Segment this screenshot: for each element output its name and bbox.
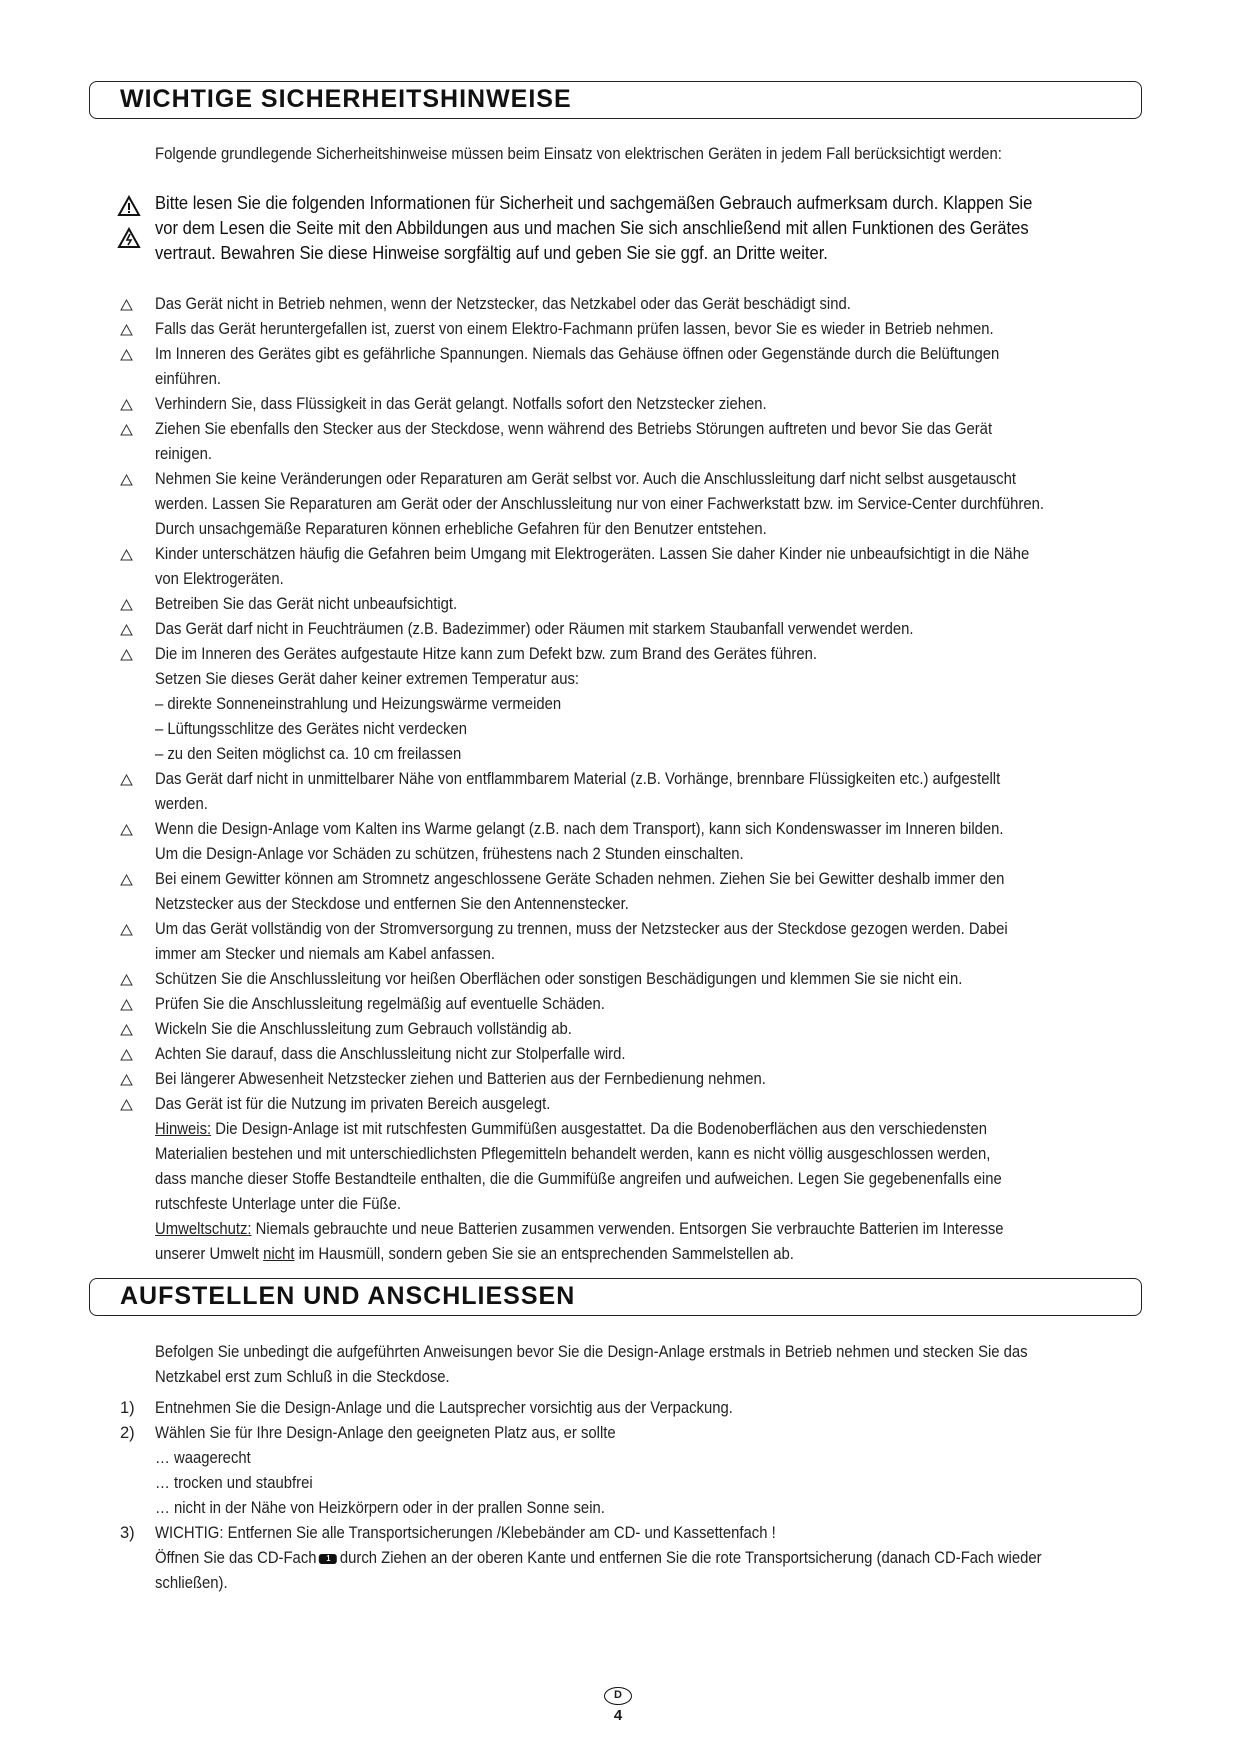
bullet-triangle-icon (120, 774, 133, 786)
setup-step (120, 1396, 1105, 1421)
bullet-text (155, 292, 1044, 317)
bullet-item (120, 1042, 1108, 1067)
bullet-line: Wenn die Design-Anlage vom Kalten ins Warme gelangt (z.B. nach dem Transport), kann sich Kondenswasser im Inneren bilden. (155, 820, 1004, 838)
bullet-triangle-icon (120, 324, 133, 336)
bullet-item (120, 817, 1108, 867)
bullet-text (155, 1017, 1044, 1042)
bullet-line: Das Gerät nicht in Betrieb nehmen, wenn der Netzstecker, das Netzkabel oder das Gerät beschädigt sind. (155, 295, 851, 313)
warning-paragraph (155, 191, 1032, 266)
bullet-item (120, 417, 1108, 467)
bullet-line: Kinder unterschätzen häufig die Gefahren beim Umgang mit Elektrogeräten. Lassen Sie daher Kinder nie unbeaufsichtigt in die Nähe (155, 545, 1030, 563)
bullet-line: werden. Lassen Sie Reparaturen am Gerät oder der Anschlussleitung nur von einer Fachwerkstatt bzw. im Service-Center durchführen. (155, 495, 1044, 513)
bullet-triangle-icon (120, 649, 133, 661)
bullet-line: Durch unsachgemäße Reparaturen können erhebliche Gefahren für den Benutzer entstehen. (155, 520, 767, 538)
bullet-text (155, 867, 1044, 917)
umwelt-text: Niemals gebrauchte und neue Batterien zusammen verwenden. Entsorgen Sie verbrauchte Batterien im Interesse (251, 1220, 1004, 1238)
cd-tray-icon (319, 1554, 337, 1564)
bullet-item (120, 867, 1108, 917)
step-line: … nicht in der Nähe von Heizkörpern oder in der prallen Sonne sein. (155, 1499, 605, 1517)
setup-intro-line: Netzkabel erst zum Schluß in die Steckdose. (155, 1368, 450, 1386)
step-number: 3) (120, 1524, 135, 1542)
bullet-triangle-icon (120, 1099, 133, 1111)
bullet-triangle-icon (120, 1024, 133, 1036)
step-text (155, 1421, 1042, 1521)
section-header-safety (89, 81, 1142, 119)
step-line: WICHTIG: Entfernen Sie alle Transportsicherungen /Klebebänder am CD- und Kassettenfach ! (155, 1524, 776, 1542)
setup-steps-list (120, 1396, 1105, 1596)
bullet-line: Falls das Gerät heruntergefallen ist, zuerst von einem Elektro-Fachmann prüfen lassen, bevor Sie es wieder in Betrieb nehmen. (155, 320, 994, 338)
bullet-line: Die im Inneren des Gerätes aufgestaute Hitze kann zum Defekt bzw. zum Brand des Gerätes führen. (155, 645, 817, 663)
bullet-line: einführen. (155, 370, 222, 388)
bullet-line: Um die Design-Anlage vor Schäden zu schützen, frühestens nach 2 Stunden einschalten. (155, 845, 744, 863)
bullet-item (120, 917, 1108, 967)
bullet-text (155, 992, 1044, 1017)
hinweis-line: Materialien bestehen und mit unterschiedlichsten Pflegemitteln behandelt werden, kann es nicht völlig ausgeschlossen werden, (155, 1145, 991, 1163)
section-title-safety: WICHTIGE SICHERHEITSHINWEISE (120, 85, 572, 113)
bullet-line: Wickeln Sie die Anschlussleitung zum Gebrauch vollständig ab. (155, 1020, 572, 1038)
bullet-triangle-icon (120, 399, 133, 411)
hinweis-line: rutschfeste Unterlage unter die Füße. (155, 1195, 401, 1213)
bullet-triangle-icon (120, 974, 133, 986)
step-text (155, 1521, 1042, 1596)
bullet-triangle-icon (120, 1074, 133, 1086)
bullet-text (155, 1042, 1044, 1067)
bullet-text (155, 642, 1044, 767)
umwelt-text: unserer Umwelt (155, 1245, 264, 1263)
bullet-text (155, 542, 1044, 592)
safety-intro: Folgende grundlegende Sicherheitshinweise müssen beim Einsatz von elektrischen Geräten in jedem Fall berücksichtigt werden: (155, 145, 1002, 163)
bullet-line: Nehmen Sie keine Veränderungen oder Reparaturen am Gerät selbst vor. Auch die Anschlussleitung darf nicht selbst ausgetauscht (155, 470, 1017, 488)
bullet-line: Ziehen Sie ebenfalls den Stecker aus der Steckdose, wenn während des Betriebs Störungen auftreten und bevor Sie das Gerät (155, 420, 993, 438)
bullet-text (155, 1092, 1044, 1267)
bullet-line: reinigen. (155, 445, 212, 463)
umwelt-line (155, 1217, 1044, 1242)
step-line: Entnehmen Sie die Design-Anlage und die Lautsprecher vorsichtig aus der Verpackung. (155, 1399, 733, 1417)
bullet-triangle-icon (120, 999, 133, 1011)
bullet-text (155, 467, 1044, 542)
setup-intro (155, 1340, 1028, 1390)
bullet-triangle-icon (120, 424, 133, 436)
bullet-line: Das Gerät darf nicht in Feuchträumen (z.B. Badezimmer) oder Räumen mit starkem Staubanfall verwendet werden. (155, 620, 914, 638)
bullet-item (120, 1092, 1108, 1267)
bullet-line: Setzen Sie dieses Gerät daher keiner extremen Temperatur aus: (155, 670, 580, 688)
setup-step (120, 1521, 1105, 1596)
step-number: 1) (120, 1399, 135, 1417)
bullet-line: – zu den Seiten möglichst ca. 10 cm freilassen (155, 745, 462, 763)
bullet-triangle-icon (120, 599, 133, 611)
step-text (155, 1396, 1042, 1421)
hinweis-text: Die Design-Anlage ist mit rutschfesten Gummifüßen ausgestattet. Da die Bodenoberflächen aus den verschiedensten (211, 1120, 988, 1138)
bullet-item (120, 617, 1108, 642)
bullet-line: Bei längerer Abwesenheit Netzstecker ziehen und Batterien aus der Fernbedienung nehmen. (155, 1070, 766, 1088)
bullet-line: Betreiben Sie das Gerät nicht unbeaufsichtigt. (155, 595, 458, 613)
electric-hazard-icon (117, 227, 141, 249)
bullet-item (120, 967, 1108, 992)
bullet-line: – Lüftungsschlitze des Gerätes nicht verdecken (155, 720, 468, 738)
bullet-item (120, 317, 1108, 342)
bullet-triangle-icon (120, 299, 133, 311)
bullet-item (120, 992, 1108, 1017)
bullet-text (155, 417, 1044, 467)
bullet-line: – direkte Sonneneinstrahlung und Heizungswärme vermeiden (155, 695, 562, 713)
bullet-text (155, 317, 1044, 342)
step-text: durch Ziehen an der oberen Kante und entfernen Sie die rote Transportsicherung (danach CD-Fach wieder (339, 1549, 1042, 1567)
bullet-item (120, 767, 1108, 817)
bullet-line: Achten Sie darauf, dass die Anschlussleitung nicht zur Stolperfalle wird. (155, 1045, 626, 1063)
bullet-text (155, 767, 1044, 817)
warning-line: vertraut. Bewahren Sie diese Hinweise sorgfältig auf und geben Sie sie ggf. an Dritte weiter. (155, 243, 828, 263)
bullet-triangle-icon (120, 474, 133, 486)
step-line: Wählen Sie für Ihre Design-Anlage den geeigneten Platz aus, er sollte (155, 1424, 616, 1442)
step-number: 2) (120, 1424, 135, 1442)
bullet-line: von Elektrogeräten. (155, 570, 284, 588)
bullet-item (120, 542, 1108, 592)
bullet-triangle-icon (120, 824, 133, 836)
cd-tray-icon-label: 1 (326, 1553, 331, 1563)
umwelt-label: Umweltschutz: (155, 1220, 252, 1238)
umwelt-line (155, 1242, 1044, 1267)
bullet-line: Bei einem Gewitter können am Stromnetz angeschlossene Geräte Schaden nehmen. Ziehen Sie bei Gewitter deshalb immer den (155, 870, 1005, 888)
step-line (155, 1546, 1042, 1571)
bullet-triangle-icon (120, 549, 133, 561)
bullet-triangle-icon (120, 624, 133, 636)
bullet-item (120, 342, 1108, 392)
bullet-text (155, 817, 1044, 867)
bullet-item (120, 1017, 1108, 1042)
bullet-text (155, 617, 1044, 642)
bullet-triangle-icon (120, 349, 133, 361)
hinweis-line: dass manche dieser Stoffe Bestandteile enthalten, die die Gummifüße angreifen und aufweichen. Legen Sie gegebenenfalls eine (155, 1170, 1002, 1188)
setup-intro-line: Befolgen Sie unbedingt die aufgeführten Anweisungen bevor Sie die Design-Anlage erstmals in Betrieb nehmen und stecken Sie das (155, 1343, 1028, 1361)
bullet-item (120, 1067, 1108, 1092)
bullet-item (120, 467, 1108, 542)
bullet-text (155, 967, 1044, 992)
step-line: … waagerecht (155, 1449, 251, 1467)
step-line: schließen). (155, 1574, 228, 1592)
hinweis-line (155, 1117, 1044, 1142)
bullet-item (120, 292, 1108, 317)
bullet-line: Das Gerät ist für die Nutzung im privaten Bereich ausgelegt. (155, 1095, 551, 1113)
bullet-item (120, 642, 1108, 767)
bullet-line: immer am Stecker und niemals am Kabel anfassen. (155, 945, 496, 963)
bullet-text (155, 342, 1044, 392)
bullet-text (155, 1067, 1044, 1092)
bullet-triangle-icon (120, 1049, 133, 1061)
bullet-item (120, 392, 1108, 417)
warning-line: Bitte lesen Sie die folgenden Informationen für Sicherheit und sachgemäßen Gebrauch aufmerksam durch. Klappen Sie (155, 193, 1033, 213)
warning-line: vor dem Lesen die Seite mit den Abbildungen aus und machen Sie sich anschließend mit allen Funktionen des Gerätes (155, 218, 1029, 238)
bullet-line: Um das Gerät vollständig von der Stromversorgung zu trennen, muss der Netzstecker aus der Steckdose gezogen werden. Dabei (155, 920, 1008, 938)
bullet-item (120, 592, 1108, 617)
bullet-line: Netzstecker aus der Steckdose und entfernen Sie den Antennenstecker. (155, 895, 629, 913)
bullet-text (155, 917, 1044, 967)
bullet-text (155, 592, 1044, 617)
bullet-line: Schützen Sie die Anschlussleitung vor heißen Oberflächen oder sonstigen Beschädigungen und klemmen Sie sie nicht ein. (155, 970, 963, 988)
umwelt-text: nicht (263, 1245, 295, 1263)
bullet-line: Das Gerät darf nicht in unmittelbarer Nähe von entflammbarem Material (z.B. Vorhänge, brennbare Flüssigkeiten etc.) aufgestellt (155, 770, 1001, 788)
safety-bullet-list (120, 292, 1108, 1267)
hinweis-label: Hinweis: (155, 1120, 212, 1138)
bullet-line: werden. (155, 795, 208, 813)
bullet-line: Prüfen Sie die Anschlussleitung regelmäßig auf eventuelle Schäden. (155, 995, 605, 1013)
step-text: Öffnen Sie das CD-Fach (155, 1549, 317, 1567)
umwelt-text: im Hausmüll, sondern geben Sie sie an entsprechenden Sammelstellen ab. (294, 1245, 794, 1263)
section-header-setup (89, 1278, 1142, 1316)
bullet-line: Verhindern Sie, dass Flüssigkeit in das Gerät gelangt. Notfalls sofort den Netzstecker ziehen. (155, 395, 767, 413)
bullet-triangle-icon (120, 924, 133, 936)
setup-step (120, 1421, 1105, 1521)
language-badge: D (604, 1687, 632, 1705)
step-line: … trocken und staubfrei (155, 1474, 313, 1492)
page-number: 4 (613, 1707, 623, 1724)
bullet-triangle-icon (120, 874, 133, 886)
bullet-line: Im Inneren des Gerätes gibt es gefährliche Spannungen. Niemals das Gehäuse öffnen oder Gegenstände durch die Belüftungen (155, 345, 1000, 363)
section-title-setup: AUFSTELLEN UND ANSCHLIESSEN (120, 1282, 576, 1310)
warning-triangle-icon (117, 195, 141, 217)
bullet-text (155, 392, 1044, 417)
